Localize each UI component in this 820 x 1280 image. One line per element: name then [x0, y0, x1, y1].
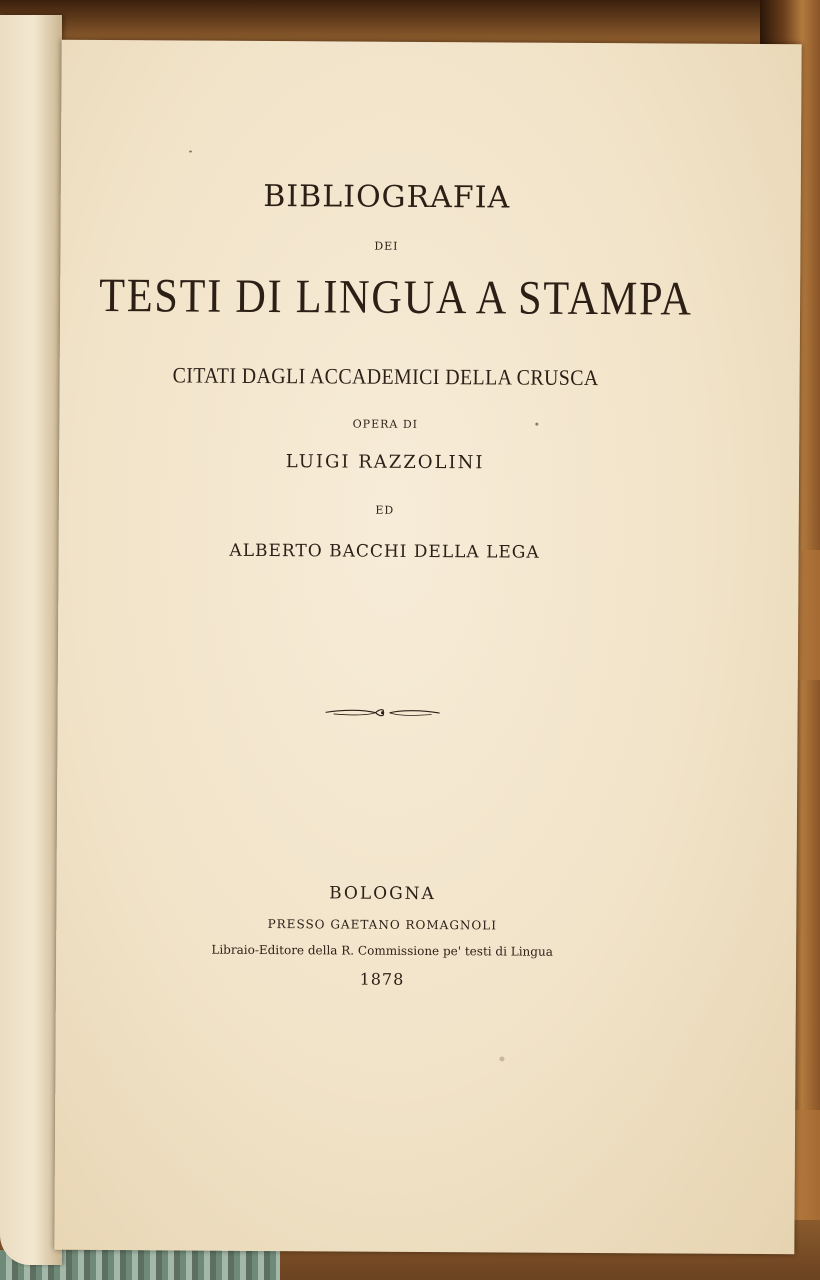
connector-ed: ED: [375, 503, 395, 517]
imprint-publisher-role: Libraio-Editore della R. Commissione pe' testi di Lingua: [211, 942, 553, 959]
connector-dei: DEI: [374, 239, 399, 253]
title-line-1: BIBLIOGRAFIA: [263, 178, 511, 216]
title-page: [54, 40, 801, 1254]
imprint-publisher: PRESSO GAETANO ROMAGNOLI: [267, 917, 498, 933]
title-line-2: TESTI DI LINGUA A STAMPA: [99, 268, 693, 326]
opera-di: OPERA DI: [352, 417, 419, 431]
author-2: ALBERTO BACCHI DELLA LEGA: [229, 540, 540, 563]
imprint-year: 1878: [359, 969, 405, 989]
paper-speck: [499, 1056, 504, 1061]
author-1: LUIGI RAZZOLINI: [285, 451, 485, 474]
subtitle: CITATI DAGLI ACCADEMICI DELLA CRUSCA: [172, 362, 599, 391]
left-book-page-edge: [0, 15, 62, 1265]
paper-speck: [535, 423, 538, 426]
imprint-city: BOLOGNA: [329, 883, 436, 905]
paper-speck: [189, 151, 192, 153]
ornamental-rule-icon: [324, 705, 442, 720]
